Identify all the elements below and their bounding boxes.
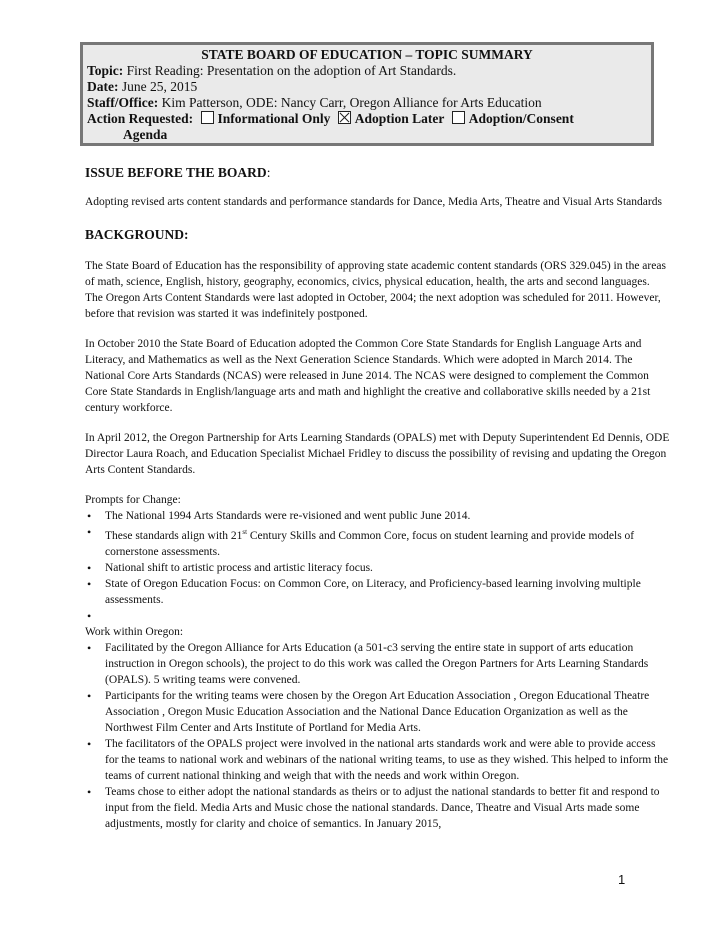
list-item-text: Century Skills and Common Core, focus on student learning and provide models of cornerstone assessments. xyxy=(105,529,635,558)
empty-list-item xyxy=(85,608,670,624)
agenda-line xyxy=(87,127,647,143)
action-label: Action Requested: xyxy=(87,111,194,126)
informational-only-checkbox[interactable] xyxy=(201,111,214,124)
work-list xyxy=(85,640,670,832)
background-paragraph-3: In April 2012, the Oregon Partnership for Arts Learning Standards (OPALS) met with Deputy Superintendent Ed Dennis, ODE Director Laura Roach, and Education Specialist Michael Fridley to discuss the possibility of revising and updating the Oregon Arts Content Standards. xyxy=(85,432,670,476)
date-value: June 25, 2015 xyxy=(121,79,198,94)
staff-value: Kim Patterson, ODE: Nancy Carr, Oregon Alliance for Arts Education xyxy=(161,95,542,110)
topic-label: Topic: xyxy=(87,63,124,78)
adoption-later-label: Adoption Later xyxy=(354,111,445,126)
action-line xyxy=(87,111,647,127)
list-item: • State of Oregon Education Focus: on Common Core, on Literacy, and Proficiency-based learning involving multiple assessments. xyxy=(85,576,670,608)
superscript: st xyxy=(242,528,248,536)
adoption-later-checkbox[interactable] xyxy=(338,111,351,124)
issue-text: Adopting revised arts content standards and performance standards for Dance, Media Arts, Theatre and Visual Arts Standards xyxy=(85,196,662,208)
list-item: • Participants for the writing teams were chosen by the Oregon Art Education Association , Oregon Educational Theatre Association , Oregon Music Education Association and the National Dance Education Organization as well as the Northwest Film Center and Arts Institute of Portland for Media Arts. xyxy=(85,688,670,736)
background-heading: BACKGROUND: xyxy=(85,227,189,242)
informational-only-label: Informational Only xyxy=(217,111,331,126)
list-item: • The facilitators of the OPALS project were involved in the national arts standards work and were able to provide access for the teams to national work and webinars of the national writing teams, to use as they wished. This helped to inform the teams of current national thinking and weigh that with the needs and work within Oregon. xyxy=(85,736,670,784)
prompts-list xyxy=(85,508,670,624)
list-item: • The National 1994 Arts Standards were re-visioned and went public June 2014. xyxy=(85,508,670,524)
issue-heading-text: ISSUE BEFORE THE BOARD xyxy=(85,165,267,180)
page-number: 1 xyxy=(618,872,626,887)
adoption-consent-checkbox[interactable] xyxy=(452,111,465,124)
background-paragraph-2: In October 2010 the State Board of Education adopted the Common Core State Standards for English Language Arts and Literacy, and Mathematics as well as the Next Generation Science Standards. Which were adopted in March 2014. The National Core Arts Standards (NCAS) were released in June 2014. The NCAS were designed to complement the Common Core State Standards in English/language arts and math and highlight the creative and collaborative skills needed by a 21st century workforce. xyxy=(85,338,651,414)
list-item xyxy=(85,524,670,560)
topic-summary-box xyxy=(80,42,654,146)
list-item: • Teams chose to either adopt the national standards as theirs or to adjust the national standards to better fit and respond to input from the field. Media Arts and Music chose the national standards. Dance, Theatre and Visual Arts made some adjustments, mostly for clarity and choice of semantics. In January 2015, xyxy=(85,784,670,832)
staff-label: Staff/Office: xyxy=(87,95,159,110)
date-line xyxy=(87,79,647,95)
issue-heading-colon: : xyxy=(266,165,271,180)
date-label: Date: xyxy=(87,79,119,94)
issue-heading xyxy=(85,164,670,182)
summary-title: STATE BOARD OF EDUCATION – TOPIC SUMMARY xyxy=(201,47,533,62)
list-item: • Facilitated by the Oregon Alliance for Arts Education (a 501-c3 serving the entire state in support of arts education instruction in Oregon schools), the project to do this work was called the Oregon Partners for Arts Learning Standards (OPALS). 5 writing teams were convened. xyxy=(85,640,670,688)
list-item-text: These standards align with 21 xyxy=(105,529,243,542)
work-label: Work within Oregon: xyxy=(85,625,184,638)
staff-line xyxy=(87,95,647,111)
background-paragraph-1: The State Board of Education has the responsibility of approving state academic content standards (ORS 329.045) in the areas of math, science, English, history, geography, economics, civics, physical education, health, the arts and second languages. The Oregon Arts Content Standards were last adopted in October, 2004; the next adoption was scheduled for 2011. However, before that revision was started it was indefinitely postponed. xyxy=(85,260,666,320)
topic-value: First Reading: Presentation on the adoption of Art Standards. xyxy=(126,63,457,78)
document-body xyxy=(85,160,670,832)
topic-line xyxy=(87,63,647,79)
list-item: • National shift to artistic process and artistic literacy focus. xyxy=(85,560,670,576)
adoption-consent-label: Adoption/Consent xyxy=(468,111,574,126)
prompts-label: Prompts for Change: xyxy=(85,494,181,506)
agenda-label: Agenda xyxy=(123,127,168,142)
